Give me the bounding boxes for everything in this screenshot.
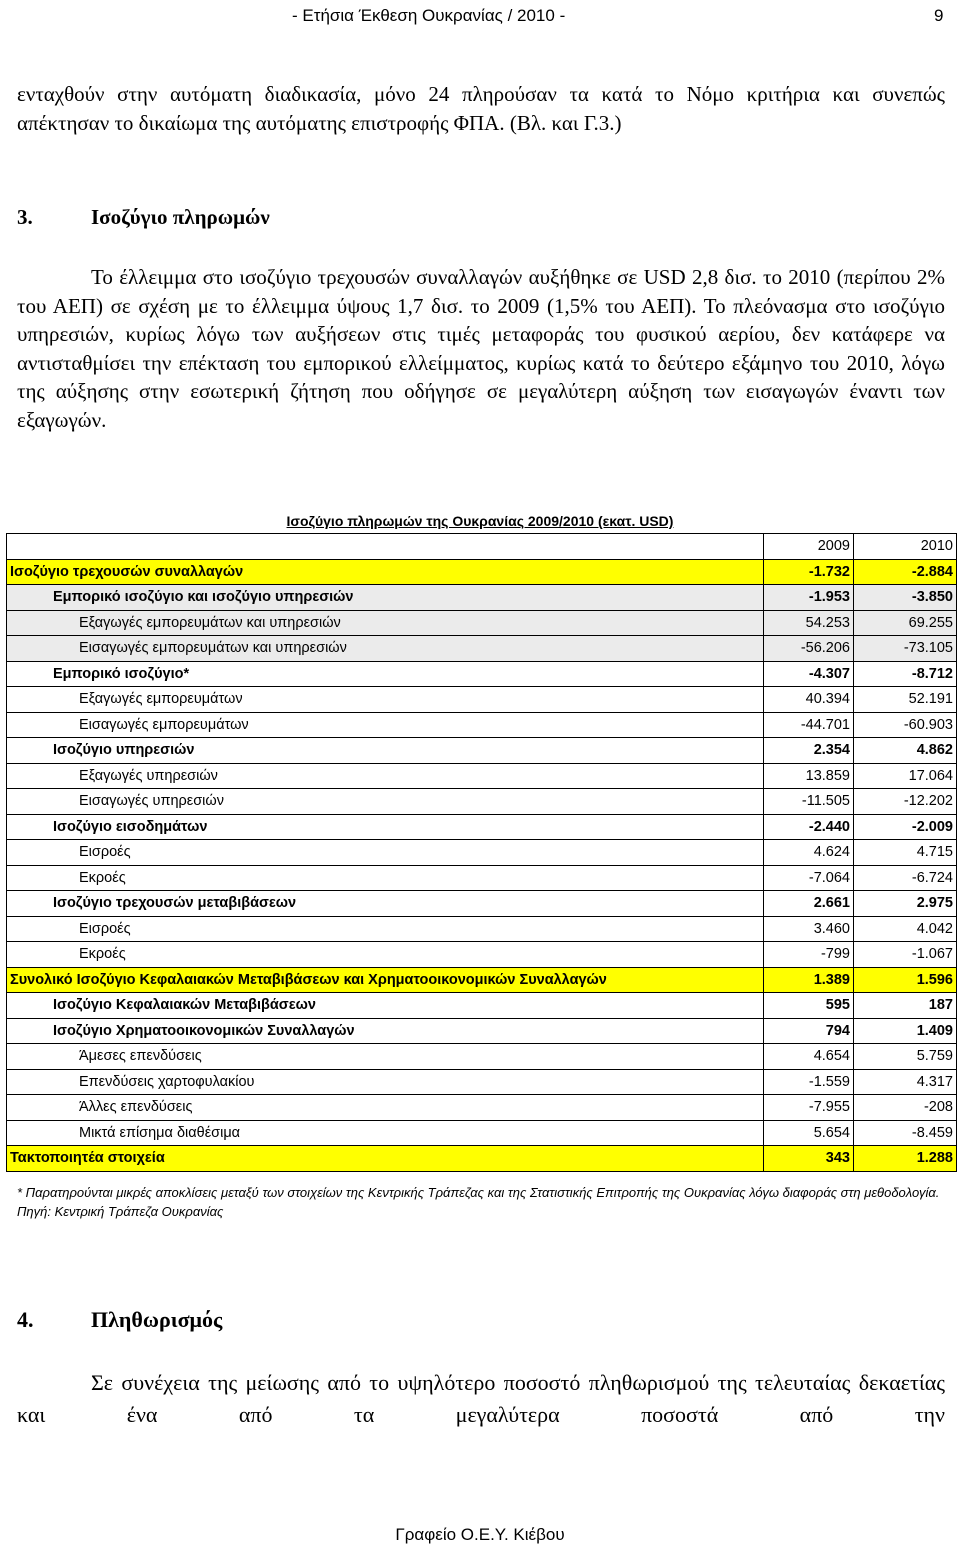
table-row: [7, 814, 957, 840]
value-2010: -73.105: [854, 636, 957, 662]
row-label: Ισοζύγιο Χρηματοοικονομικών Συναλλαγών: [7, 1018, 764, 1044]
section-3-title: Ισοζύγιο πληρωμών: [91, 205, 270, 229]
row-label: Άλλες επενδύσεις: [7, 1095, 764, 1121]
value-2010: -2.009: [854, 814, 957, 840]
table-row: [7, 916, 957, 942]
value-2009: 5.654: [764, 1120, 854, 1146]
value-2010: 187: [854, 993, 957, 1019]
row-label: Εισροές: [7, 916, 764, 942]
value-2010: -2.884: [854, 559, 957, 585]
section-4-number: 4.: [17, 1307, 34, 1332]
value-2009: 54.253: [764, 610, 854, 636]
row-label: Ισοζύγιο υπηρεσιών: [7, 738, 764, 764]
intro-paragraph: ενταχθούν στην αυτόματη διαδικασία, μόνο 24 πληρούσαν τα κατά το Νόμο κριτήρια και συνεπώς απέκτησαν το δικαίωμα της αυτόματης επιστροφής ΦΠΑ. (Βλ. και Γ.3.): [17, 82, 945, 135]
table-row: [7, 1044, 957, 1070]
row-label: Επενδύσεις χαρτοφυλακίου: [7, 1069, 764, 1095]
table-row: [7, 610, 957, 636]
value-2009: -7.955: [764, 1095, 854, 1121]
row-label: Εξαγωγές εμπορευμάτων και υπηρεσιών: [7, 610, 764, 636]
value-2009: 2.354: [764, 738, 854, 764]
value-2009: 4.624: [764, 840, 854, 866]
value-2010: 4.042: [854, 916, 957, 942]
value-2009: -4.307: [764, 661, 854, 687]
table-row: [7, 1146, 957, 1172]
page-number: 9: [934, 6, 944, 25]
row-label: Ισοζύγιο Κεφαλαιακών Μεταβιβάσεων: [7, 993, 764, 1019]
value-2009: -44.701: [764, 712, 854, 738]
value-2009: -1.732: [764, 559, 854, 585]
table-header-row: [7, 534, 957, 560]
value-2009: -1.559: [764, 1069, 854, 1095]
row-label: Εμπορικό ισοζύγιο και ισοζύγιο υπηρεσιών: [7, 585, 764, 611]
table-row: [7, 1018, 957, 1044]
value-2010: 52.191: [854, 687, 957, 713]
value-2009: 794: [764, 1018, 854, 1044]
table-row: [7, 967, 957, 993]
row-label: Συνολικό Ισοζύγιο Κεφαλαιακών Μεταβιβάσεων και Χρηματοοικονομικών Συναλλαγών: [7, 967, 764, 993]
section-3-paragraph: Το έλλειμμα στο ισοζύγιο τρεχουσών συναλλαγών αυξήθηκε σε USD 2,8 δισ. το 2010 (περίπου 2% του ΑΕΠ) σε σχέση με το έλλειμμα ύψους 1,7 δισ. το 2009 (1,5% του ΑΕΠ). Το πλεόνασμα στο ισοζύγιο υπηρεσιών, κυρίως λόγω των αυξήσεων στις τιμές μεταφοράς του φυσικού αερίου, δεν κατάφερε να αντισταθμίσει την επέκταση του εμπορικού ελλείμματος, κυρίως κατά το δεύτερο εξάμηνο του 2010, λόγω της αύξησης στην εσωτερική ζήτηση που οδήγησε σε μεγαλύτερη αύξηση των εισαγωγών έναντι των εξαγωγών.: [17, 265, 945, 432]
header-blank-cell: [7, 534, 764, 560]
table-row: [7, 661, 957, 687]
value-2009: 1.389: [764, 967, 854, 993]
row-label: Εξαγωγές εμπορευμάτων: [7, 687, 764, 713]
row-label: Εκροές: [7, 942, 764, 968]
value-2009: 343: [764, 1146, 854, 1172]
table-row: [7, 840, 957, 866]
table-row: [7, 1069, 957, 1095]
table-row: [7, 712, 957, 738]
table-row: [7, 1095, 957, 1121]
value-2009: -2.440: [764, 814, 854, 840]
value-2010: -3.850: [854, 585, 957, 611]
table-row: [7, 891, 957, 917]
table-row: [7, 738, 957, 764]
value-2009: 40.394: [764, 687, 854, 713]
value-2010: -60.903: [854, 712, 957, 738]
table-row: [7, 993, 957, 1019]
row-label: Εξαγωγές υπηρεσιών: [7, 763, 764, 789]
table-row: [7, 636, 957, 662]
table-row: [7, 865, 957, 891]
value-2009: 595: [764, 993, 854, 1019]
table-title: Ισοζύγιο πληρωμών της Ουκρανίας 2009/2010 (εκατ. USD): [286, 513, 674, 529]
value-2010: 5.759: [854, 1044, 957, 1070]
row-label: Ισοζύγιο εισοδημάτων: [7, 814, 764, 840]
value-2010: 17.064: [854, 763, 957, 789]
value-2010: 4.317: [854, 1069, 957, 1095]
value-2009: 2.661: [764, 891, 854, 917]
row-label: Εισροές: [7, 840, 764, 866]
value-2009: 4.654: [764, 1044, 854, 1070]
row-label: Μικτά επίσημα διαθέσιμα: [7, 1120, 764, 1146]
table-source: Πηγή: Κεντρική Τράπεζα Ουκρανίας: [17, 1204, 224, 1219]
value-2009: -7.064: [764, 865, 854, 891]
row-label: Άμεσες επενδύσεις: [7, 1044, 764, 1070]
section-4-heading: [17, 1307, 222, 1333]
table-row: [7, 763, 957, 789]
table-row: [7, 1120, 957, 1146]
table-notes: [17, 1183, 952, 1221]
row-label: Εμπορικό ισοζύγιο*: [7, 661, 764, 687]
value-2010: 4.862: [854, 738, 957, 764]
balance-of-payments-table: [6, 533, 957, 1172]
col-header-2009: 2009: [764, 534, 854, 560]
value-2010: 2.975: [854, 891, 957, 917]
value-2010: -208: [854, 1095, 957, 1121]
value-2009: -11.505: [764, 789, 854, 815]
row-label: Εισαγωγές εμπορευμάτων: [7, 712, 764, 738]
value-2009: 3.460: [764, 916, 854, 942]
value-2010: -12.202: [854, 789, 957, 815]
value-2010: 1.409: [854, 1018, 957, 1044]
value-2010: 1.596: [854, 967, 957, 993]
row-label: Εισαγωγές εμπορευμάτων και υπηρεσιών: [7, 636, 764, 662]
row-label: Τακτοποιητέα στοιχεία: [7, 1146, 764, 1172]
row-label: Εισαγωγές υπηρεσιών: [7, 789, 764, 815]
report-title: - Ετήσια Έκθεση Ουκρανίας / 2010 -: [292, 6, 566, 25]
value-2009: 13.859: [764, 763, 854, 789]
value-2010: 69.255: [854, 610, 957, 636]
table-row: [7, 687, 957, 713]
table-row: [7, 789, 957, 815]
value-2010: -8.459: [854, 1120, 957, 1146]
value-2010: 4.715: [854, 840, 957, 866]
table-row: [7, 942, 957, 968]
section-3-number: 3.: [17, 205, 33, 229]
value-2010: -6.724: [854, 865, 957, 891]
section-4-paragraph: Σε συνέχεια της μείωσης από το υψηλότερο ποσοστό πληθωρισμού της τελευταίας δεκαετίας και ένα από τα μεγαλύτερα ποσοστά από την: [17, 1370, 945, 1427]
value-2010: -1.067: [854, 942, 957, 968]
table-row: [7, 585, 957, 611]
section-3-heading: [17, 205, 270, 230]
value-2009: -1.953: [764, 585, 854, 611]
value-2010: -8.712: [854, 661, 957, 687]
table-footnote: * Παρατηρούνται μικρές αποκλίσεις μεταξύ των στοιχείων της Κεντρικής Τράπεζας και της Στατιστικής Επιτροπής της Ουκρανίας λόγω διαφοράς στη μεθοδολογία.: [17, 1185, 940, 1200]
row-label: Ισοζύγιο τρεχουσών μεταβιβάσεων: [7, 891, 764, 917]
section-4-title: Πληθωρισμός: [91, 1307, 223, 1332]
row-label: Ισοζύγιο τρεχουσών συναλλαγών: [7, 559, 764, 585]
row-label: Εκροές: [7, 865, 764, 891]
table-row: [7, 559, 957, 585]
page-footer: Γραφείο Ο.Ε.Υ. Κιέβου: [395, 1525, 565, 1544]
value-2009: -56.206: [764, 636, 854, 662]
value-2009: -799: [764, 942, 854, 968]
value-2010: 1.288: [854, 1146, 957, 1172]
col-header-2010: 2010: [854, 534, 957, 560]
